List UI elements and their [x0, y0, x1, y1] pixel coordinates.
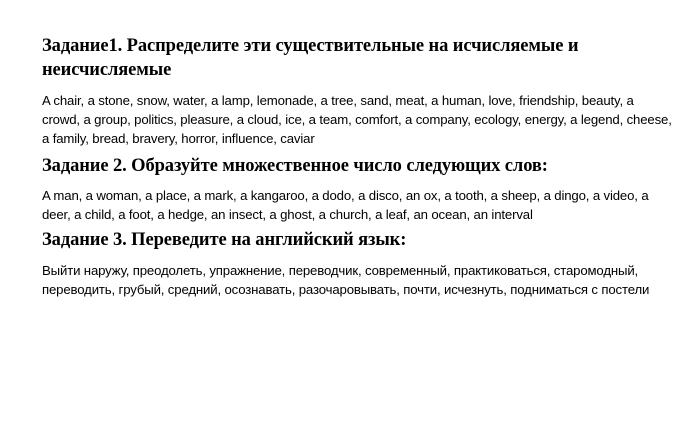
- task-1-word-list: A chair, a stone, snow, water, a lamp, lemonade, a tree, sand, meat, a human, love, friendship, beauty, a crowd, a group, politics, pleasure, a cloud, ice, a team, comfort, a company, ecology, energy, a legend, cheese, a family, bread, bravery, horror, influence, caviar: [42, 93, 672, 146]
- document-page: [42, 34, 672, 299]
- task-3-word-list: Выйти наружу, преодолеть, упражнение, переводчик, современный, практиковаться, старомодный, переводить, грубый, средний, осознавать, разочаровывать, почти, исчезнуть, подниматься с постели: [42, 263, 650, 297]
- task-3-heading: Задание 3. Переведите на английский язык:: [42, 230, 407, 250]
- task-2-heading: Задание 2. Образуйте множественное число следующих слов:: [42, 156, 548, 176]
- task-2-word-list: A man, a woman, a place, a mark, a kangaroo, a dodo, a disco, an ox, a tooth, a sheep, a dingo, a video, a deer, a child, a foot, a hedge, an insect, a ghost, a church, a leaf, an ocean, an interval: [42, 188, 649, 222]
- task-1-heading: Задание1. Распределите эти существительные на исчисляемые и неисчисляемые: [42, 36, 579, 80]
